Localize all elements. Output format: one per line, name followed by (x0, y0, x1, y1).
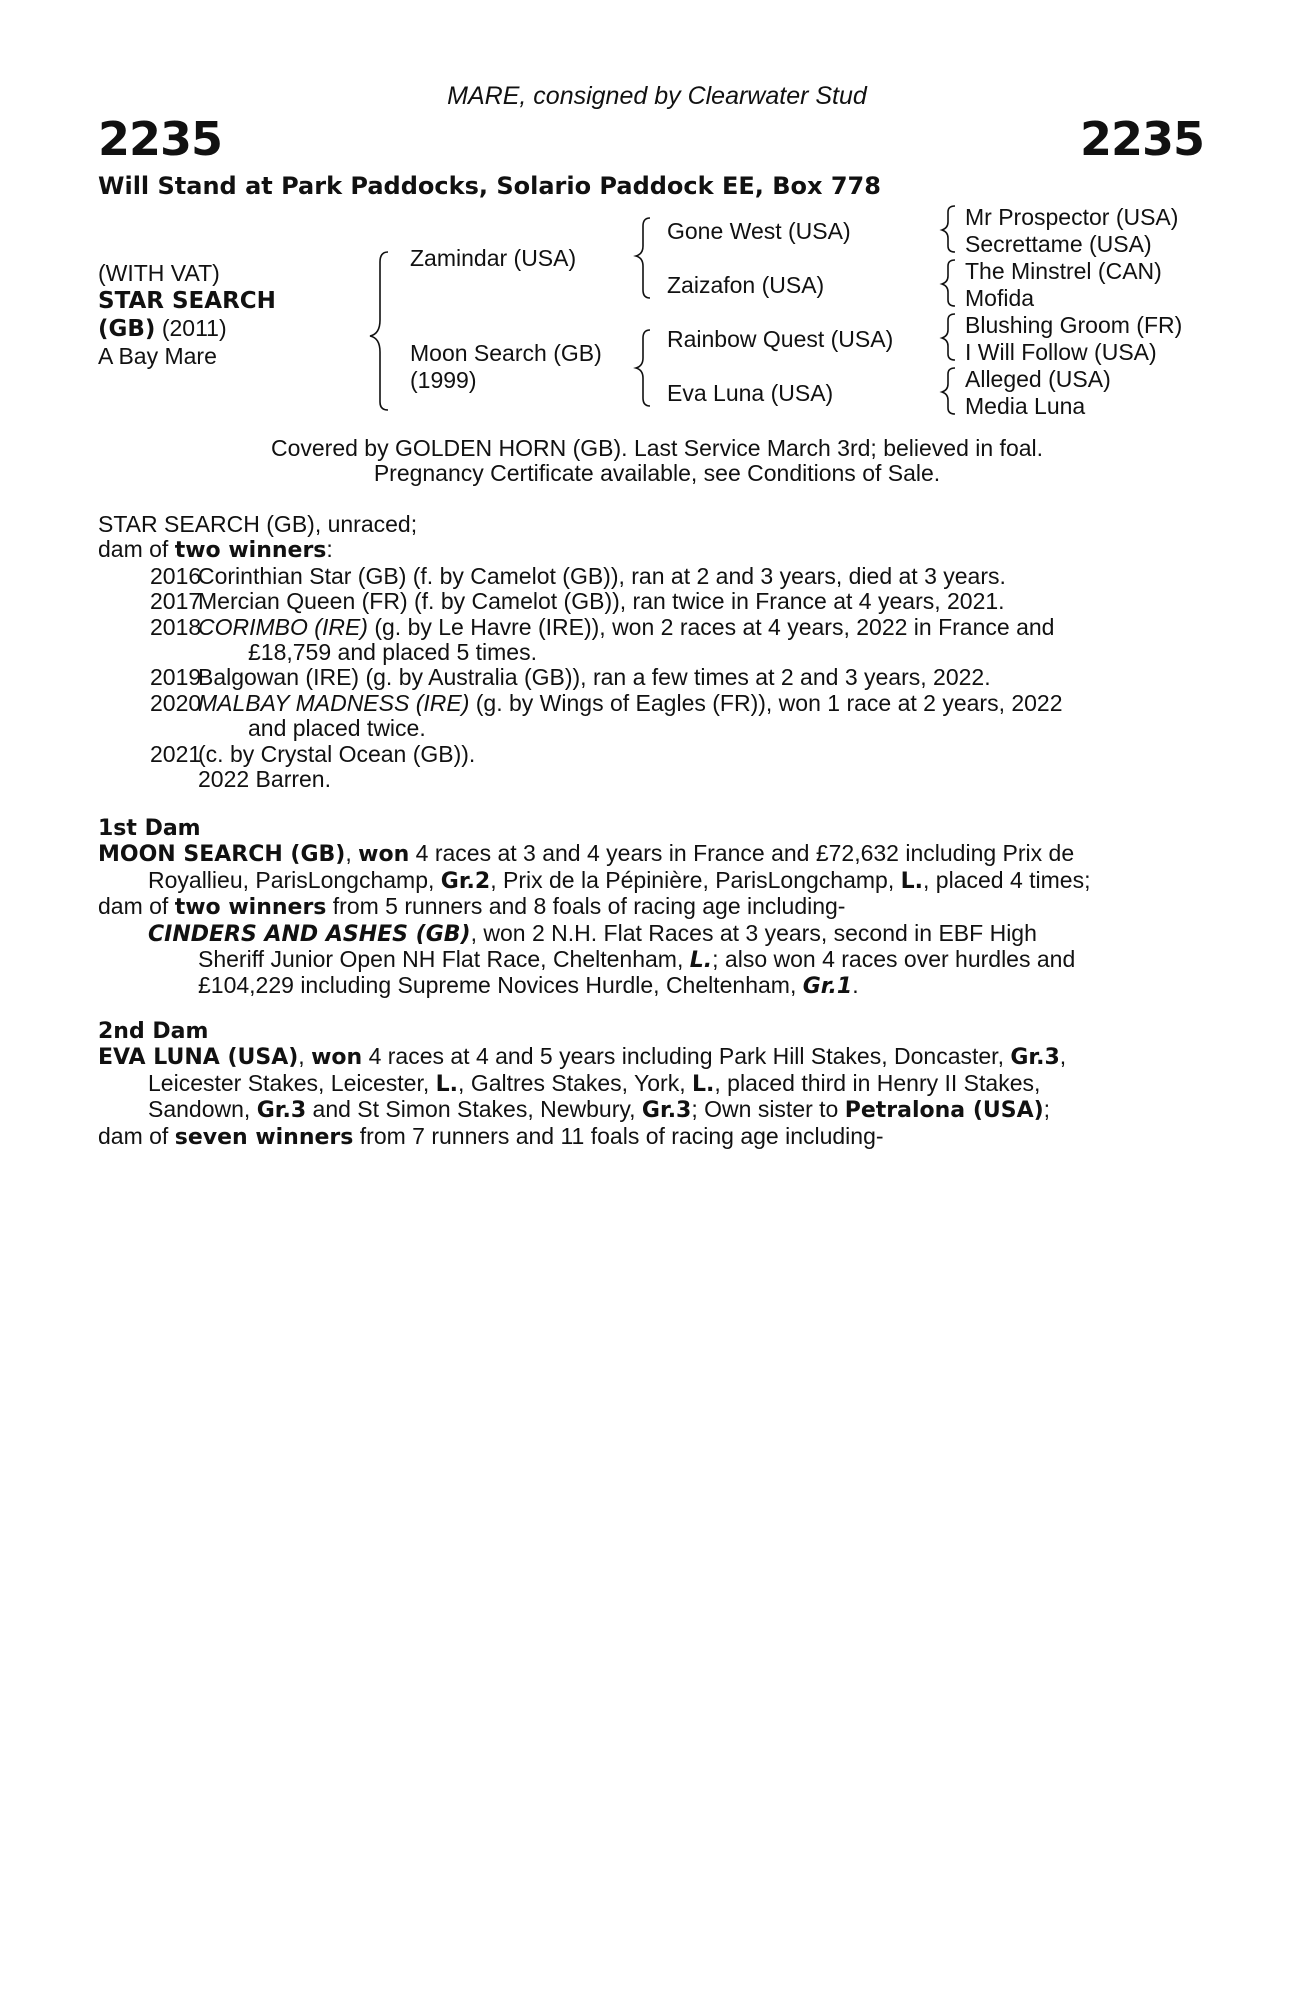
first-dam-foal: CINDERS AND ASHES (GB), won 2 N.H. Flat Races at 3 years, second in EBF High Sheriff Junior Open NH Flat Race, Cheltenham, L.; also won 4 races over hurdles and £104,229 including Supreme Novices Hurdle, Cheltenham, Gr.1. (148, 919, 1076, 1000)
second-dam-line: dam of seven winners from 7 runners and 11 foals of racing age including- (98, 1122, 884, 1150)
horse-name: STAR SEARCH (98, 288, 276, 314)
grandsire-7: Alleged (USA) (965, 366, 1111, 392)
produce-row (98, 615, 1208, 666)
produce-year: 2020 (150, 689, 202, 716)
second-dam-line: Leicester Stakes, Leicester, L., Galtres Stakes, York, L., placed third in Henry II Stakes, (148, 1069, 1041, 1097)
produce-text: (c. by Crystal Ocean (GB)). (198, 740, 476, 767)
produce-text-cont: £18,759 and placed 5 times. (248, 639, 537, 666)
produce-text: Mercian Queen (FR) (f. by Camelot (GB)), ran twice in France at 4 years, 2021. (198, 588, 1005, 615)
second-dam-line: Sandown, Gr.3 and St Simon Stakes, Newbury, Gr.3; Own sister to Petralona (USA); (148, 1096, 1051, 1124)
dam: Moon Search (GB) (410, 340, 602, 366)
produce-year: 2021 (150, 740, 202, 767)
produce-year: 2017 (150, 588, 202, 615)
first-dam-produce-summary: dam of two winners from 5 runners and 8 foals of racing age including- (98, 893, 846, 921)
second-dam-section (98, 1019, 1208, 1150)
first-dam-section (98, 816, 1208, 1000)
produce-name: MALBAY MADNESS (IRE) (198, 689, 470, 716)
produce-year: 2018 (150, 613, 202, 640)
sire: Zamindar (USA) (410, 245, 577, 271)
produce-text: Corinthian Star (GB) (f. by Camelot (GB)), ran at 2 and 3 years, died at 3 years. (198, 562, 1006, 589)
granddam-6: I Will Follow (USA) (965, 339, 1157, 365)
dam-sire: Rainbow Quest (USA) (667, 326, 894, 352)
produce-row (98, 742, 1208, 793)
produce-row (98, 665, 1208, 690)
covered-line-2: Pregnancy Certificate available, see Conditions of Sale. (373, 460, 941, 486)
produce-text-cont: 2022 Barren. (198, 766, 331, 793)
second-dam-line: EVA LUNA (USA), won 4 races at 4 and 5 years including Park Hill Stakes, Doncaster, Gr.3, (98, 1043, 1067, 1071)
granddam-2: Secrettame (USA) (965, 231, 1152, 257)
consignor-line: MARE, consigned by Clearwater Stud (447, 82, 867, 110)
grandsire-5: Blushing Groom (FR) (965, 312, 1183, 338)
grandsire-1: Mr Prospector (USA) (965, 204, 1179, 230)
produce-text: (g. by Le Havre (IRE)), won 2 races at 4 years, 2022 in France and (367, 613, 1055, 640)
horse-origin: (GB) (98, 316, 156, 342)
produce-intro-2: dam of two winners: (98, 536, 333, 564)
covered-line-1: Covered by GOLDEN HORN (GB). Last Service March 3rd; believed in foal. (270, 435, 1044, 461)
produce-row (98, 691, 1208, 742)
grandsire-3: The Minstrel (CAN) (965, 258, 1162, 284)
dam-dam: Eva Luna (USA) (667, 380, 834, 406)
sire-dam: Zaizafon (USA) (667, 272, 825, 298)
produce-intro: STAR SEARCH (GB), unraced; (98, 511, 418, 537)
sire-sire: Gone West (USA) (667, 218, 851, 244)
dam-year: (1999) (410, 367, 477, 393)
second-dam-heading: 2nd Dam (98, 1019, 209, 1044)
produce-record (98, 512, 1208, 792)
second-dam-record (98, 1044, 1208, 1150)
granddam-8: Media Luna (965, 393, 1086, 419)
stand-location: Will Stand at Park Paddocks, Solario Paddock EE, Box 778 (98, 172, 881, 200)
produce-text: Balgowan (IRE) (g. by Australia (GB)), ran a few times at 2 and 3 years, 2022. (198, 664, 991, 691)
granddam-4: Mofida (965, 285, 1035, 311)
lot-number-left: 2235 (98, 112, 223, 166)
first-dam-record: MOON SEARCH (GB), won 4 races at 3 and 4 years in France and £72,632 including Prix de Royallieu, ParisLongchamp, Gr.2, Prix de la Pépinière, ParisLongchamp, L., placed 4 times; (98, 840, 1091, 894)
produce-text-cont: and placed twice. (248, 715, 426, 742)
first-dam-heading: 1st Dam (98, 816, 201, 841)
horse-description: A Bay Mare (98, 343, 217, 369)
produce-row (98, 589, 1208, 614)
vat-label: (WITH VAT) (98, 260, 220, 286)
produce-row (98, 564, 1208, 589)
horse-year: (2011) (161, 315, 227, 341)
covered-note (0, 436, 1314, 486)
produce-text: (g. by Wings of Eagles (FR)), won 1 race at 2 years, 2022 (469, 689, 1063, 716)
produce-year: 2016 (150, 562, 202, 589)
produce-year: 2019 (150, 664, 202, 691)
produce-name: CORIMBO (IRE) (198, 613, 368, 640)
lot-number-right: 2235 (1079, 112, 1204, 166)
